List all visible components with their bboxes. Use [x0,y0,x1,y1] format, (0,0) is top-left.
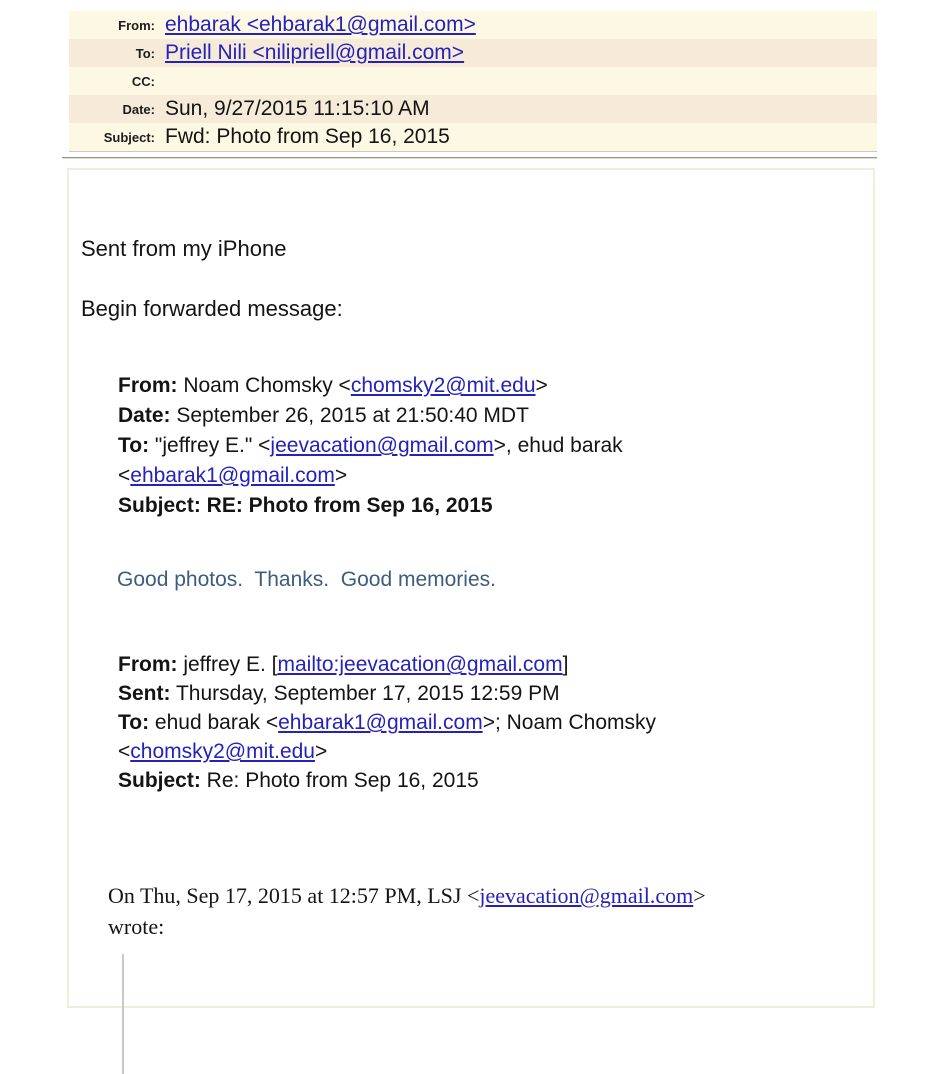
quote-bar [122,954,124,1074]
forwarded-message-headers [118,371,848,521]
forwarded-header-line-subject [118,491,848,521]
header-row-from [69,11,877,39]
forwarded-header-line-from: From: Noam Chomsky <chomsky2@mit.edu> [118,374,548,397]
header-label-date: Date: [122,101,155,117]
forwarded-header-line-date: Date: September 26, 2015 at 21:50:40 MDT [118,404,529,427]
gmail-quote-attribution: On Thu, Sep 17, 2015 at 12:57 PM, LSJ <jeevacation@gmail.com> wrote: [108,883,706,939]
field-label: From: [118,653,178,676]
header-value-from [165,13,476,37]
email-headers [69,11,877,152]
header-value-subject: Fwd: Photo from Sep 16, 2015 [165,125,450,148]
original-header-line-sent: Sent: Thursday, September 17, 2015 12:59 PM [118,682,560,705]
email-link[interactable]: chomsky2@mit.edu [130,740,315,763]
original-message-headers [118,650,848,795]
reply-text: Good photos. Thanks. Good memories. [117,568,496,591]
email-link[interactable]: ehbarak <ehbarak1@gmail.com> [165,13,476,36]
field-label: From: [118,374,178,397]
email-link[interactable]: mailto:jeevacation@gmail.com [277,653,563,676]
original-header-line-to: To: ehud barak <ehbarak1@gmail.com>; Noam Chomsky <chomsky2@mit.edu> [118,711,656,763]
email-link[interactable]: chomsky2@mit.edu [350,374,536,397]
field-label: Sent: [118,682,171,705]
email-body [67,168,875,1008]
field-label: Subject: RE: Photo from Sep 16, 2015 [118,494,493,517]
header-value-to [165,41,464,65]
field-label: Subject: [118,769,201,792]
header-label-cc: CC: [131,73,155,89]
email-link[interactable]: jeevacation@gmail.com [479,883,694,908]
original-header-line-subject: Subject: Re: Photo from Sep 16, 2015 [118,769,479,792]
header-label-subject: Subject: [103,129,155,145]
header-row-subject [69,123,877,151]
email-link[interactable]: ehbarak1@gmail.com [130,464,335,487]
header-row-date [69,95,877,123]
forwarded-header-line-to: To: "jeffrey E." <jeevacation@gmail.com>, ehud barak <ehbarak1@gmail.com> [118,434,623,487]
header-label-from: From: [118,17,155,33]
header-row-to [69,39,877,67]
field-label: To: [118,434,150,457]
email-link[interactable]: jeevacation@gmail.com [270,434,494,457]
header-value-date: Sun, 9/27/2015 11:15:10 AM [165,97,430,120]
field-label: Date: [118,404,171,427]
field-label: To: [118,711,150,734]
header-row-cc [69,67,877,95]
email-link[interactable]: Priell Nili <nilipriell@gmail.com> [165,41,465,64]
sent-from-iphone-text: Sent from my iPhone [81,236,287,261]
begin-forwarded-text: Begin forwarded message: [81,296,343,321]
header-label-to: To: [135,45,155,61]
header-divider [62,157,877,159]
original-header-line-from: From: jeffrey E. [mailto:jeevacation@gmail.com] [118,653,569,676]
email-link[interactable]: ehbarak1@gmail.com [278,711,483,734]
